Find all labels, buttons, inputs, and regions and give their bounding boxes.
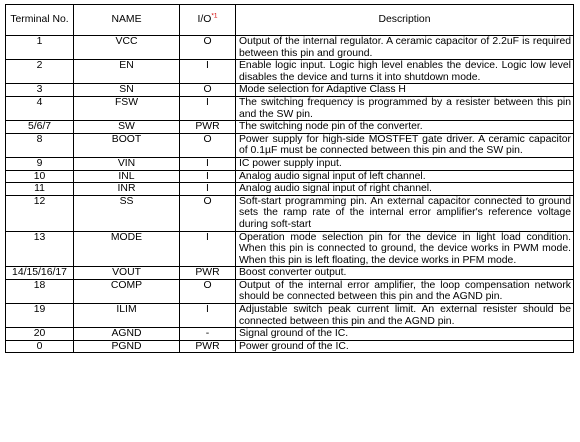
pin-name-cell: PGND	[74, 340, 180, 353]
description-cell: Boost converter output.	[236, 267, 574, 280]
terminal-no-cell: 2	[6, 60, 74, 84]
table-row	[6, 36, 574, 60]
terminal-no-cell: 8	[6, 133, 74, 157]
header-io	[180, 5, 236, 36]
table-row	[6, 267, 574, 280]
table-row	[6, 183, 574, 196]
description-cell: The switching node pin of the converter.	[236, 121, 574, 134]
header-terminal-no: Terminal No.	[6, 5, 74, 36]
io-type-cell: PWR	[180, 267, 236, 280]
description-cell: Power ground of the IC.	[236, 340, 574, 353]
pin-name-cell: INR	[74, 183, 180, 196]
table-row	[6, 328, 574, 341]
header-io-label: I/O	[197, 14, 212, 26]
io-type-cell: PWR	[180, 340, 236, 353]
terminal-no-cell: 14/15/16/17	[6, 267, 74, 280]
io-type-cell: -	[180, 328, 236, 341]
io-type-cell: I	[180, 170, 236, 183]
terminal-no-cell: 20	[6, 328, 74, 341]
description-cell: Adjustable switch peak current limit. An external resister should be connected between this pin and the AGND pin.	[236, 304, 574, 328]
pin-name-cell: BOOT	[74, 133, 180, 157]
description-cell: The switching frequency is programmed by a resister between this pin and the SW pin.	[236, 96, 574, 120]
terminal-no-cell: 11	[6, 183, 74, 196]
pin-description-table	[5, 4, 574, 353]
terminal-no-cell: 1	[6, 36, 74, 60]
pin-name-cell: EN	[74, 60, 180, 84]
terminal-no-cell: 0	[6, 340, 74, 353]
io-type-cell: O	[180, 195, 236, 231]
terminal-no-cell: 5/6/7	[6, 121, 74, 134]
io-type-cell: I	[180, 304, 236, 328]
description-cell: Output of the internal regulator. A ceramic capacitor of 2.2uF is required between this pin and ground.	[236, 36, 574, 60]
terminal-no-cell: 13	[6, 231, 74, 267]
table-row	[6, 121, 574, 134]
description-cell: Power supply for high-side MOSTFET gate driver. A ceramic capacitor of 0.1µF must be connected between this pin and the SW pin.	[236, 133, 574, 157]
pin-name-cell: MODE	[74, 231, 180, 267]
io-type-cell: I	[180, 60, 236, 84]
terminal-no-cell: 4	[6, 96, 74, 120]
table-header-row	[6, 5, 574, 36]
description-cell: Enable logic input. Logic high level enables the device. Logic low level disables the device and turns it into shutdown mode.	[236, 60, 574, 84]
terminal-no-cell: 12	[6, 195, 74, 231]
description-cell: Output of the internal error amplifier, the loop compensation network should be connected between this pin and the AGND pin.	[236, 279, 574, 303]
description-cell: Analog audio signal input of right channel.	[236, 183, 574, 196]
terminal-no-cell: 3	[6, 84, 74, 97]
io-type-cell: I	[180, 157, 236, 170]
table-row	[6, 60, 574, 84]
description-cell: IC power supply input.	[236, 157, 574, 170]
header-description: Description	[236, 5, 574, 36]
pin-name-cell: INL	[74, 170, 180, 183]
io-type-cell: I	[180, 96, 236, 120]
io-type-cell: O	[180, 133, 236, 157]
table-row	[6, 157, 574, 170]
table-row	[6, 133, 574, 157]
io-type-cell: O	[180, 36, 236, 60]
terminal-no-cell: 9	[6, 157, 74, 170]
pin-name-cell: FSW	[74, 96, 180, 120]
io-type-cell: O	[180, 279, 236, 303]
pin-name-cell: VCC	[74, 36, 180, 60]
terminal-no-cell: 10	[6, 170, 74, 183]
description-cell: Soft-start programming pin. An external capacitor connected to ground sets the ramp rate of the internal error amplifier's reference voltage during soft-start	[236, 195, 574, 231]
pin-name-cell: VIN	[74, 157, 180, 170]
io-type-cell: O	[180, 84, 236, 97]
table-row	[6, 195, 574, 231]
pin-name-cell: SN	[74, 84, 180, 97]
terminal-no-cell: 19	[6, 304, 74, 328]
table-row	[6, 170, 574, 183]
table-row	[6, 96, 574, 120]
table-row	[6, 279, 574, 303]
header-io-footnote-mark: *1	[211, 12, 218, 20]
io-type-cell: PWR	[180, 121, 236, 134]
io-type-cell: I	[180, 183, 236, 196]
description-cell: Mode selection for Adaptive Class H	[236, 84, 574, 97]
pin-name-cell: VOUT	[74, 267, 180, 280]
description-cell: Analog audio signal input of left channel.	[236, 170, 574, 183]
io-type-cell: I	[180, 231, 236, 267]
terminal-no-cell: 18	[6, 279, 74, 303]
header-name: NAME	[74, 5, 180, 36]
pin-name-cell: SW	[74, 121, 180, 134]
description-cell: Operation mode selection pin for the device in light load condition. When this pin is connected to ground, the device works in PWM mode. When this pin is left floating, the device works in PFM mode.	[236, 231, 574, 267]
pin-name-cell: ILIM	[74, 304, 180, 328]
table-row	[6, 304, 574, 328]
pin-name-cell: COMP	[74, 279, 180, 303]
table-row	[6, 231, 574, 267]
table-row	[6, 84, 574, 97]
description-cell: Signal ground of the IC.	[236, 328, 574, 341]
table-row	[6, 340, 574, 353]
pin-name-cell: AGND	[74, 328, 180, 341]
pin-name-cell: SS	[74, 195, 180, 231]
